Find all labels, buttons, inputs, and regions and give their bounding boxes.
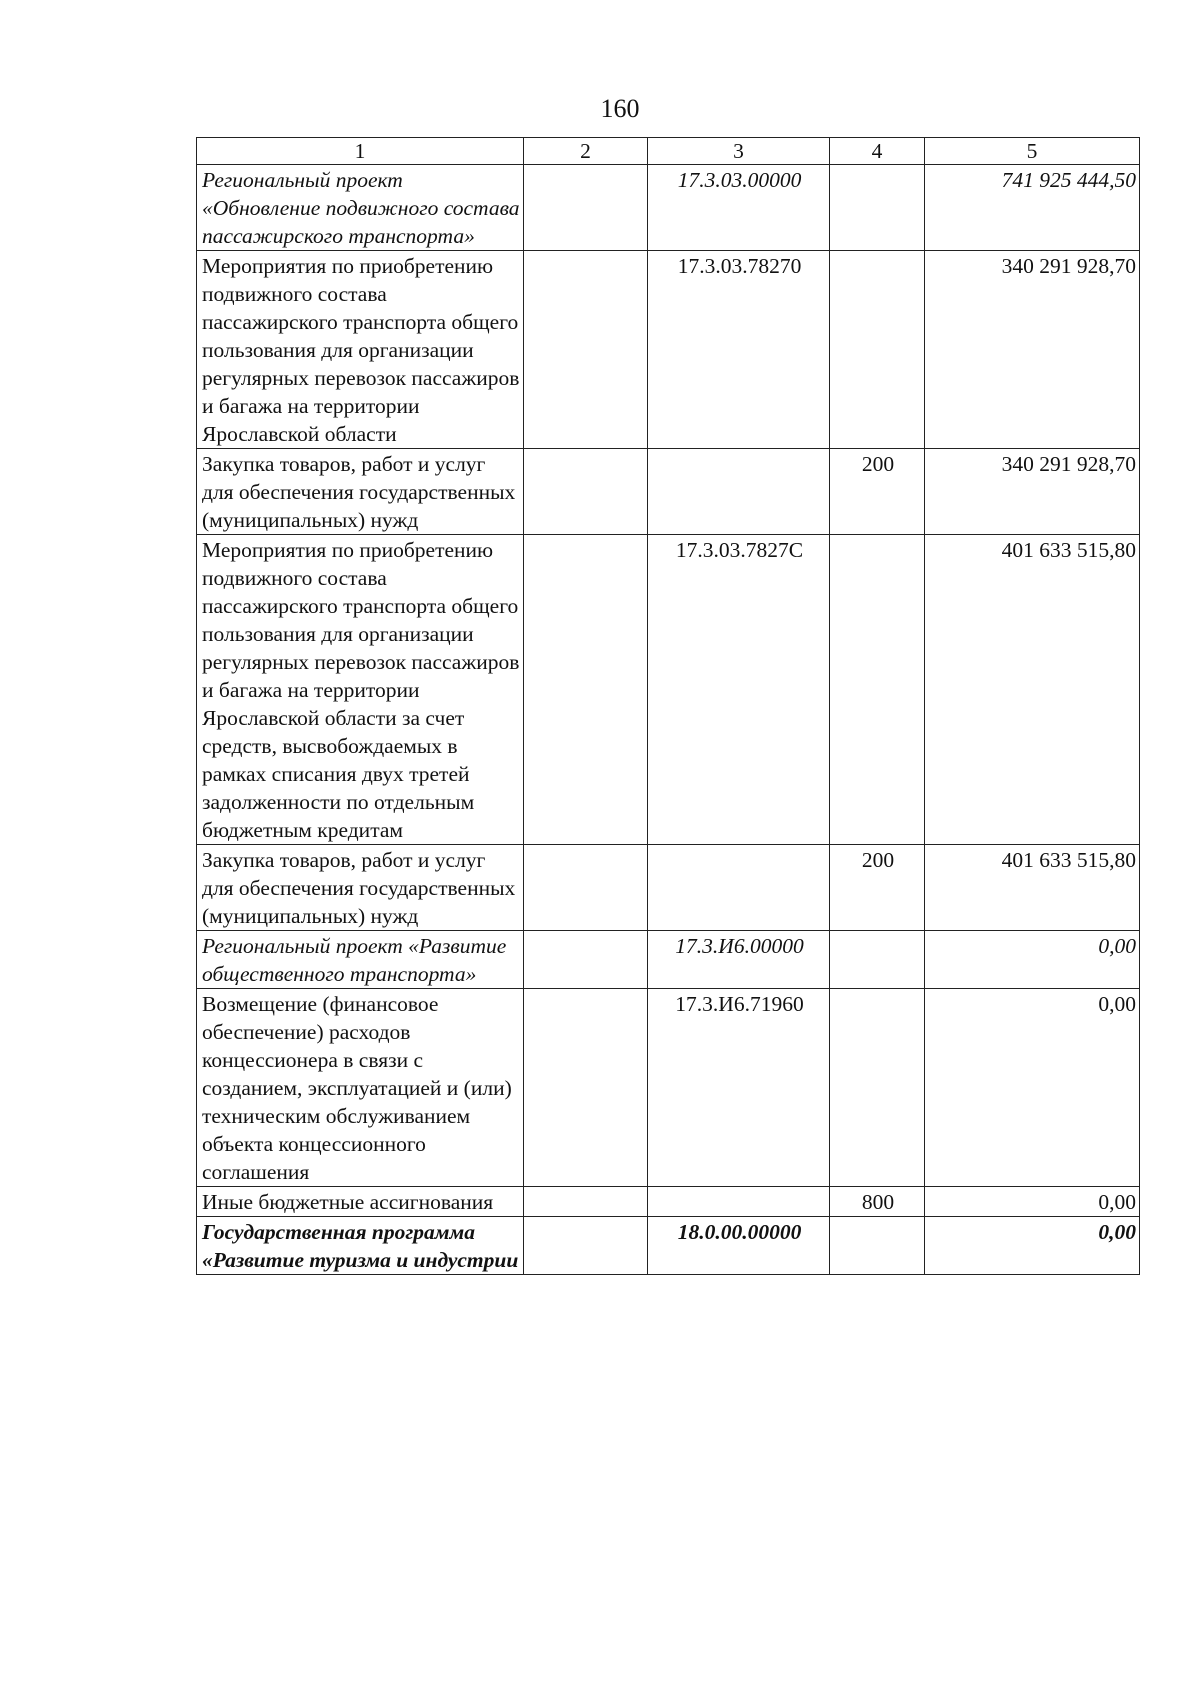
row-type [830,1217,925,1275]
row-amount: 0,00 [925,989,1140,1187]
row-amount: 401 633 515,80 [925,535,1140,845]
table-row [197,989,1140,1187]
row-name: Региональный проект «Обновление подвижного состава пассажирского транспорта» [197,165,524,251]
row-col2 [524,845,648,931]
row-col2 [524,931,648,989]
table-row [197,931,1140,989]
row-code [648,1187,830,1217]
row-type: 800 [830,1187,925,1217]
row-amount: 340 291 928,70 [925,449,1140,535]
row-name: Закупка товаров, работ и услуг для обеспечения государственных (муниципальных) нужд [197,845,524,931]
row-amount: 0,00 [925,931,1140,989]
row-type [830,535,925,845]
row-name: Возмещение (финансовое обеспечение) расходов концессионера в связи с созданием, эксплуатацией и (или) техническим обслуживанием объекта концессионного соглашения [197,989,524,1187]
row-code: 17.3.03.7827С [648,535,830,845]
table-row [197,251,1140,449]
table-row [197,1187,1140,1217]
row-col2 [524,535,648,845]
page-number: 160 [600,94,640,123]
row-amount: 401 633 515,80 [925,845,1140,931]
row-col2 [524,165,648,251]
budget-table [196,137,1140,1275]
row-col2 [524,1187,648,1217]
row-code [648,449,830,535]
row-col2 [524,1217,648,1275]
row-name: Государственная программа «Развитие туризма и индустрии [197,1217,524,1275]
row-amount: 0,00 [925,1187,1140,1217]
column-header-2: 2 [524,138,648,165]
row-type: 200 [830,845,925,931]
row-name: Региональный проект «Развитие общественного транспорта» [197,931,524,989]
column-header-4: 4 [830,138,925,165]
row-name: Иные бюджетные ассигнования [197,1187,524,1217]
row-code [648,845,830,931]
column-header-1: 1 [197,138,524,165]
row-name: Мероприятия по приобретению подвижного состава пассажирского транспорта общего пользования для организации регулярных перевозок пассажиров и багажа на территории Ярославской области [197,251,524,449]
table-row [197,165,1140,251]
row-code: 18.0.00.00000 [648,1217,830,1275]
row-code: 17.3.И6.00000 [648,931,830,989]
row-type [830,251,925,449]
row-type [830,165,925,251]
row-amount: 0,00 [925,1217,1140,1275]
row-name: Мероприятия по приобретению подвижного состава пассажирского транспорта общего пользования для организации регулярных перевозок пассажиров и багажа на территории Ярославской области за счет средств, высвобождаемых в рамках списания двух третей задолженности по отдельным бюджетным кредитам [197,535,524,845]
row-col2 [524,449,648,535]
row-col2 [524,989,648,1187]
table-row [197,1217,1140,1275]
table-row [197,535,1140,845]
row-code: 17.3.И6.71960 [648,989,830,1187]
column-header-5: 5 [925,138,1140,165]
row-type [830,989,925,1187]
row-type [830,931,925,989]
row-code: 17.3.03.00000 [648,165,830,251]
row-type: 200 [830,449,925,535]
row-name: Закупка товаров, работ и услуг для обеспечения государственных (муниципальных) нужд [197,449,524,535]
row-amount: 741 925 444,50 [925,165,1140,251]
table-header-row [197,138,1140,165]
row-col2 [524,251,648,449]
column-header-3: 3 [648,138,830,165]
row-amount: 340 291 928,70 [925,251,1140,449]
table-row [197,449,1140,535]
row-code: 17.3.03.78270 [648,251,830,449]
table-row [197,845,1140,931]
